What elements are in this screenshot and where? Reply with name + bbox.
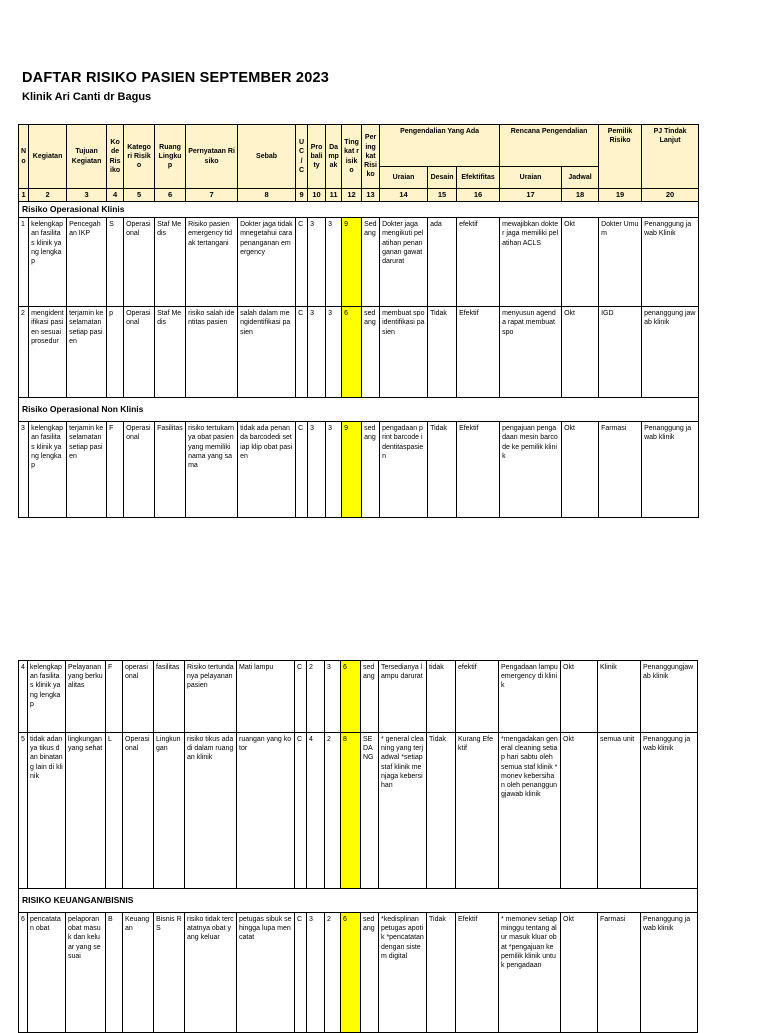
- header-pengendalian-ada: Pengendalian Yang Ada: [380, 125, 500, 167]
- cell-rencana: pengajuan pengadaan mesin barcode ke pemilik klinik: [500, 422, 562, 518]
- cell-pj: Penanggung jawab klinik: [642, 422, 699, 518]
- table-row: [19, 422, 699, 518]
- table-row: [19, 307, 699, 398]
- header-kode: Kode Risiko: [107, 125, 124, 189]
- col-number: 16: [457, 189, 500, 202]
- cell-sebab: Dokter jaga tidak mnegetahui cara penanganan emergency: [238, 218, 296, 307]
- cell-pemilik: Klinik: [598, 661, 641, 733]
- cell-peringkat: sedang: [362, 307, 380, 398]
- cell-uraian: pengadaan print barcode identitaspasien: [380, 422, 428, 518]
- cell-uraian: * general cleaning yang terjadwal *setiap staf klinik menjaga kebersihan: [379, 733, 427, 889]
- cell-rencana: menyusun agenda rapat membuat spo: [500, 307, 562, 398]
- cell-dampak: 2: [325, 913, 341, 1033]
- cell-jadwal: Okt: [561, 733, 598, 889]
- col-number: 18: [562, 189, 599, 202]
- cell-pernyataan: Risiko tertundanya pelayanan pasien: [185, 661, 237, 733]
- cell-pemilik: semua unit: [598, 733, 641, 889]
- document-title: DAFTAR RISIKO PASIEN SEPTEMBER 2023: [22, 70, 329, 86]
- cell-jadwal: Okt: [562, 218, 599, 307]
- section-keuangan: RISIKO KEUANGAN/BISNIS: [19, 889, 698, 913]
- cell-efektif: Efektif: [457, 422, 500, 518]
- cell-desain: Tidak: [428, 307, 457, 398]
- cell-probability: 3: [308, 422, 326, 518]
- cell-desain: Tidak: [428, 422, 457, 518]
- cell-dampak: 3: [326, 422, 342, 518]
- cell-tingkat: 6: [342, 307, 362, 398]
- col-number: 3: [67, 189, 107, 202]
- cell-kategori: Keuangan: [123, 913, 154, 1033]
- header-ruang: Ruang Lingkup: [155, 125, 186, 189]
- cell-uraian: *kedisplinan petugas apotik *pencatatan dengan sistem digital: [379, 913, 427, 1033]
- cell-tujuan: terjamin keselamatan setiap pasien: [67, 307, 107, 398]
- cell-rencana: *mengadakan general cleaning setiap hari sabtu oleh semua staf klinik *monev kebersihan oleh penanggungjawab klinik: [499, 733, 561, 889]
- cell-desain: Tidak: [427, 733, 456, 889]
- col-number: 1: [19, 189, 29, 202]
- cell-kode: F: [107, 422, 124, 518]
- cell-probability: 3: [307, 913, 325, 1033]
- cell-dampak: 2: [325, 733, 341, 889]
- cell-pemilik: Farmasi: [598, 913, 641, 1033]
- header-uraian: Uraian: [380, 167, 428, 189]
- cell-pemilik: IGD: [599, 307, 642, 398]
- cell-pj: Penanggung jawab Klinik: [642, 218, 699, 307]
- cell-kategori: Operasional: [123, 733, 154, 889]
- cell-sebab: Mati lampu: [237, 661, 295, 733]
- cell-probability: 3: [308, 307, 326, 398]
- header-kegiatan: Kegiatan: [29, 125, 67, 189]
- cell-sebab: tidak ada penanda barcodedi setiap klip obat pasien: [238, 422, 296, 518]
- header-probability: Probality: [308, 125, 326, 189]
- cell-desain: ada: [428, 218, 457, 307]
- cell-pernyataan: Risiko pasien emergency tidak tertangani: [186, 218, 238, 307]
- cell-no: 3: [19, 422, 29, 518]
- cell-pernyataan: risiko tidak tercatatnya obat yang keluar: [185, 913, 237, 1033]
- cell-uraian: membuat spo identifikasi pasien: [380, 307, 428, 398]
- cell-efektif: Efektif: [457, 307, 500, 398]
- cell-dampak: 3: [325, 661, 341, 733]
- cell-ruang: Fasilitas: [155, 422, 186, 518]
- section-klinis: Risiko Operasional Klinis: [19, 202, 699, 218]
- cell-jadwal: Okt: [561, 913, 598, 1033]
- cell-kegiatan: kelengkapan fasilitas klinik yang lengkap: [29, 422, 67, 518]
- cell-rencana: mewajibkan dokter jaga memiliki pelatihan ACLS: [500, 218, 562, 307]
- header-jadwal: Jadwal: [562, 167, 599, 189]
- header-ucc: U C / C: [296, 125, 308, 189]
- cell-tingkat: 9: [342, 422, 362, 518]
- col-number: 2: [29, 189, 67, 202]
- header-desain: Desain: [428, 167, 457, 189]
- cell-jadwal: Okt: [562, 422, 599, 518]
- col-number: 15: [428, 189, 457, 202]
- cell-efektif: efektif: [456, 661, 499, 733]
- header-pemilik: Pemilik Risiko: [599, 125, 642, 189]
- header-tujuan: Tujuan Kegiatan: [67, 125, 107, 189]
- header-peringkat: Peringkat Risiko: [362, 125, 380, 189]
- col-number: 12: [342, 189, 362, 202]
- col-number: 10: [308, 189, 326, 202]
- cell-probability: 2: [307, 661, 325, 733]
- col-number: 13: [362, 189, 380, 202]
- header-no: No: [19, 125, 29, 189]
- col-number: 19: [599, 189, 642, 202]
- cell-ruang: Staf Medis: [155, 307, 186, 398]
- cell-pj: Penanggungjawab klinik: [641, 661, 698, 733]
- cell-uc: C: [296, 422, 308, 518]
- cell-ruang: Staf Medis: [155, 218, 186, 307]
- header-efektifitas: Efektifitas: [457, 167, 500, 189]
- cell-kegiatan: tidak adanya tikus dan binatang lain di klinik: [28, 733, 66, 889]
- cell-uraian: Dokter jaga mengikuti pelatihan penanganan gawat darurat: [380, 218, 428, 307]
- cell-kategori: Operasional: [124, 307, 155, 398]
- col-number: 4: [107, 189, 124, 202]
- cell-no: 5: [19, 733, 28, 889]
- cell-peringkat: Sedang: [362, 218, 380, 307]
- cell-efektif: Efektif: [456, 913, 499, 1033]
- table-row: [19, 218, 699, 307]
- header-uraian-rencana: Uraian: [500, 167, 562, 189]
- col-number: 9: [296, 189, 308, 202]
- col-number: 11: [326, 189, 342, 202]
- cell-uc: C: [296, 307, 308, 398]
- header-rencana: Rencana Pengendalian: [500, 125, 599, 167]
- document-subtitle: Klinik Ari Canti dr Bagus: [22, 91, 152, 103]
- cell-kode: F: [106, 661, 123, 733]
- cell-dampak: 3: [326, 218, 342, 307]
- col-number: 8: [238, 189, 296, 202]
- cell-uc: C: [295, 733, 307, 889]
- cell-pernyataan: risiko tikus ada di dalam ruangan klinik: [185, 733, 237, 889]
- cell-pemilik: Farmasi: [599, 422, 642, 518]
- cell-desain: Tidak: [427, 913, 456, 1033]
- cell-kode: L: [106, 733, 123, 889]
- cell-pernyataan: risiko salah identitas pasien: [186, 307, 238, 398]
- cell-tujuan: Pelayanan yang berkualitas: [66, 661, 106, 733]
- cell-desain: tidak: [427, 661, 456, 733]
- cell-kategori: Operasional: [124, 422, 155, 518]
- cell-no: 1: [19, 218, 29, 307]
- cell-pj: Penanggung jawab klinik: [641, 913, 698, 1033]
- cell-probability: 3: [308, 218, 326, 307]
- cell-peringkat: sedang: [361, 661, 379, 733]
- cell-pj: Penanggung jawab klinik: [641, 733, 698, 889]
- header-kategori: Kategori Risiko: [124, 125, 155, 189]
- cell-kegiatan: kelengkapan fasilitas klinik yang lengkap: [28, 661, 66, 733]
- cell-kegiatan: kelengkapan fasilitas klinik yang lengkap: [29, 218, 67, 307]
- cell-no: 2: [19, 307, 29, 398]
- cell-pj: penanggung jawab klinik: [642, 307, 699, 398]
- col-number: 5: [124, 189, 155, 202]
- cell-sebab: petugas sibuk sehingga lupa mencatat: [237, 913, 295, 1033]
- col-number: 6: [155, 189, 186, 202]
- cell-kegiatan: pencatatan obat: [28, 913, 66, 1033]
- col-number: 14: [380, 189, 428, 202]
- cell-jadwal: Okt: [561, 661, 598, 733]
- cell-kegiatan: mengidentifikasi pasien sesuai prosedur: [29, 307, 67, 398]
- cell-ruang: Bisnis RS: [154, 913, 185, 1033]
- cell-uc: C: [296, 218, 308, 307]
- cell-sebab: ruangan yang kotor: [237, 733, 295, 889]
- cell-efektif: efektif: [457, 218, 500, 307]
- cell-sebab: salah dalam mengidentifikasi pasien: [238, 307, 296, 398]
- cell-peringkat: SEDANG: [361, 733, 379, 889]
- table-row: [19, 733, 698, 889]
- cell-tujuan: pelaporan obat masuk dan keluar yang sesuai: [66, 913, 106, 1033]
- risk-table-page-2: [18, 660, 698, 1033]
- cell-tujuan: terjamin keselamatan setiap pasien: [67, 422, 107, 518]
- cell-probability: 4: [307, 733, 325, 889]
- cell-no: 4: [19, 661, 28, 733]
- cell-ruang: Lingkungan: [154, 733, 185, 889]
- col-number: 20: [642, 189, 699, 202]
- cell-ruang: fasilitas: [154, 661, 185, 733]
- header-pernyataan: Pernyataan Risiko: [186, 125, 238, 189]
- cell-kode: S: [107, 218, 124, 307]
- cell-kode: B: [106, 913, 123, 1033]
- header-tingkat: Tingkat risiko: [342, 125, 362, 189]
- cell-pemilik: Dokter Umum: [599, 218, 642, 307]
- cell-uc: C: [295, 661, 307, 733]
- cell-tingkat: 6: [341, 913, 361, 1033]
- col-number: 17: [500, 189, 562, 202]
- cell-no: 6: [19, 913, 28, 1033]
- cell-tingkat: 6: [341, 661, 361, 733]
- table-row: [19, 661, 698, 733]
- cell-tujuan: Pencegahan IKP: [67, 218, 107, 307]
- cell-uc: C: [295, 913, 307, 1033]
- cell-efektif: Kurang Efektif: [456, 733, 499, 889]
- cell-tujuan: lingkungan yang sehat: [66, 733, 106, 889]
- cell-jadwal: Okt: [562, 307, 599, 398]
- cell-peringkat: sedang: [361, 913, 379, 1033]
- cell-dampak: 3: [326, 307, 342, 398]
- table-row: [19, 913, 698, 1033]
- cell-tingkat: 9: [342, 218, 362, 307]
- header-pj: PJ Tindak Lanjut: [642, 125, 699, 189]
- risk-table-page-1: [18, 124, 699, 518]
- section-non-klinis: Risiko Operasional Non Klinis: [19, 398, 699, 422]
- cell-kode: p: [107, 307, 124, 398]
- header-sebab: Sebab: [238, 125, 296, 189]
- cell-rencana: Pengadaan lampu emergency di klinik: [499, 661, 561, 733]
- cell-uraian: Tersedianya lampu darurat: [379, 661, 427, 733]
- cell-rencana: * memonev setiap minggu tentang alur masuk kluar obat *pengajuan ke pemilik klinik untuk pengadaan: [499, 913, 561, 1033]
- cell-pernyataan: risiko tertukarnya obat pasien yang memiliki nama yang sama: [186, 422, 238, 518]
- cell-tingkat: 8: [341, 733, 361, 889]
- header-dampak: Dampak: [326, 125, 342, 189]
- cell-peringkat: sedang: [362, 422, 380, 518]
- col-number: 7: [186, 189, 238, 202]
- cell-kategori: Operasional: [124, 218, 155, 307]
- cell-kategori: operasional: [123, 661, 154, 733]
